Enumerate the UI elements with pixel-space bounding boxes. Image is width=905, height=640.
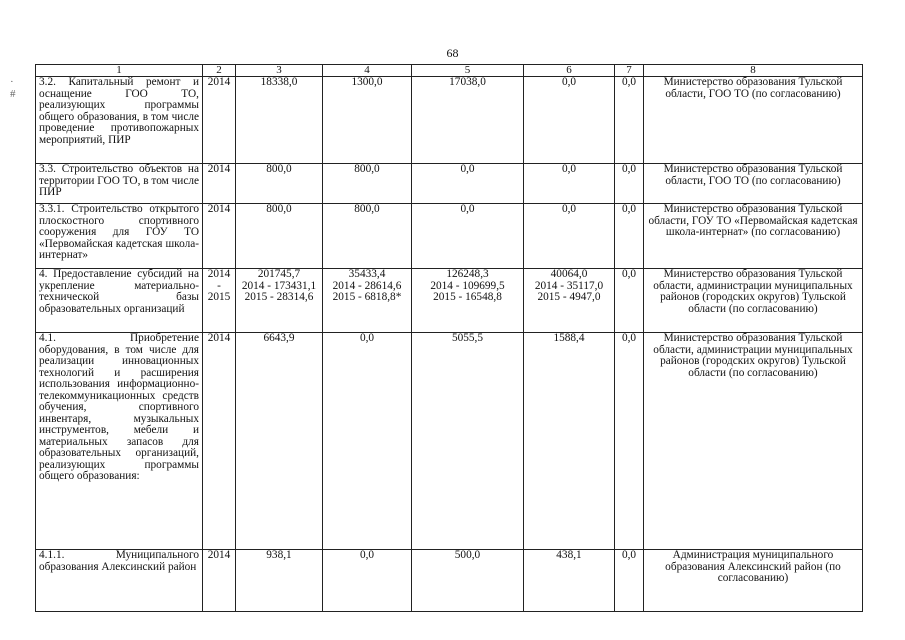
amount-cell: 126248,3 2014 - 109699,5 2015 - 16548,8 xyxy=(412,269,524,333)
amount-cell: 5055,5 xyxy=(412,333,524,550)
column-number-row xyxy=(36,65,863,77)
amount-cell: 0,0 xyxy=(615,204,644,269)
col-header-6: 6 xyxy=(524,65,615,77)
col-header-1: 1 xyxy=(36,65,203,77)
col-header-3: 3 xyxy=(236,65,323,77)
year-cell: 2014 xyxy=(203,164,236,204)
margin-mark: · # xyxy=(10,76,16,100)
amount-cell: 17038,0 xyxy=(412,77,524,164)
executor-cell: Министерство образования Тульской области, администрации муниципальных районов (городских округов) Тульской области (по согласованию) xyxy=(644,333,863,550)
col-header-5: 5 xyxy=(412,65,524,77)
table-row xyxy=(36,550,863,612)
activity-cell: 4. Предоставление субсидий на укрепление материально-технической базы образовательных организаций xyxy=(36,269,203,333)
page-number: 68 xyxy=(446,46,459,60)
table-row xyxy=(36,333,863,550)
year-cell: 2014 xyxy=(203,550,236,612)
amount-cell: 0,0 xyxy=(323,550,412,612)
total-cell: 800,0 xyxy=(236,204,323,269)
total-cell: 6643,9 xyxy=(236,333,323,550)
amount-cell: 500,0 xyxy=(412,550,524,612)
activity-cell: 3.2. Капитальный ремонт и оснащение ГОО ТО, реализующих программы общего образования, в том числе проведение противопожарных мероприятий, ПИР xyxy=(36,77,203,164)
year-cell: 2014 xyxy=(203,204,236,269)
amount-cell: 0,0 xyxy=(524,204,615,269)
col-header-2: 2 xyxy=(203,65,236,77)
amount-cell: 800,0 xyxy=(323,204,412,269)
activity-cell: 4.1. Приобретение оборудования, в том числе для реализации инновационных технологий и расширения использования информационно-телекоммуникационных средств обучения, спортивного инвентаря, музыкальных инструментов, мебели и материальных запасов для образовательных организаций, реализующих программы общего образования: xyxy=(36,333,203,550)
year-cell: 2014 - 2015 xyxy=(203,269,236,333)
activity-cell: 3.3. Строительство объектов на территории ГОО ТО, в том числе ПИР xyxy=(36,164,203,204)
col-header-4: 4 xyxy=(323,65,412,77)
amount-cell: 0,0 xyxy=(615,550,644,612)
year-cell: 2014 xyxy=(203,77,236,164)
total-cell: 201745,7 2014 - 173431,1 2015 - 28314,6 xyxy=(236,269,323,333)
year-cell: 2014 xyxy=(203,333,236,550)
activity-cell: 4.1.1. Муниципального образования Алексинский район xyxy=(36,550,203,612)
amount-cell: 35433,4 2014 - 28614,6 2015 - 6818,8* xyxy=(323,269,412,333)
amount-cell: 0,0 xyxy=(524,164,615,204)
table-row xyxy=(36,204,863,269)
amount-cell: 0,0 xyxy=(524,77,615,164)
col-header-8: 8 xyxy=(644,65,863,77)
amount-cell: 1588,4 xyxy=(524,333,615,550)
amount-cell: 438,1 xyxy=(524,550,615,612)
amount-cell: 0,0 xyxy=(412,164,524,204)
amount-cell: 0,0 xyxy=(412,204,524,269)
executor-cell: Министерство образования Тульской области, ГОО ТО (по согласованию) xyxy=(644,77,863,164)
amount-cell: 800,0 xyxy=(323,164,412,204)
executor-cell: Министерство образования Тульской области, ГОО ТО (по согласованию) xyxy=(644,164,863,204)
executor-cell: Министерство образования Тульской области, администрации муниципальных районов (городских округов) Тульской области (по согласованию) xyxy=(644,269,863,333)
executor-cell: Администрация муниципального образования Алексинский район (по согласованию) xyxy=(644,550,863,612)
table-row xyxy=(36,164,863,204)
executor-cell: Министерство образования Тульской области, ГОУ ТО «Первомайская кадетская школа-интернат» (по согласованию) xyxy=(644,204,863,269)
amount-cell: 1300,0 xyxy=(323,77,412,164)
col-header-7: 7 xyxy=(615,65,644,77)
total-cell: 938,1 xyxy=(236,550,323,612)
activity-cell: 3.3.1. Строительство открытого плоскостного спортивного сооружения для ГОУ ТО «Первомайская кадетская школа-интернат» xyxy=(36,204,203,269)
amount-cell: 0,0 xyxy=(323,333,412,550)
table-row xyxy=(36,269,863,333)
table-row xyxy=(36,77,863,164)
amount-cell: 0,0 xyxy=(615,164,644,204)
program-table xyxy=(35,64,863,612)
amount-cell: 40064,0 2014 - 35117,0 2015 - 4947,0 xyxy=(524,269,615,333)
amount-cell: 0,0 xyxy=(615,333,644,550)
total-cell: 18338,0 xyxy=(236,77,323,164)
amount-cell: 0,0 xyxy=(615,269,644,333)
total-cell: 800,0 xyxy=(236,164,323,204)
amount-cell: 0,0 xyxy=(615,77,644,164)
